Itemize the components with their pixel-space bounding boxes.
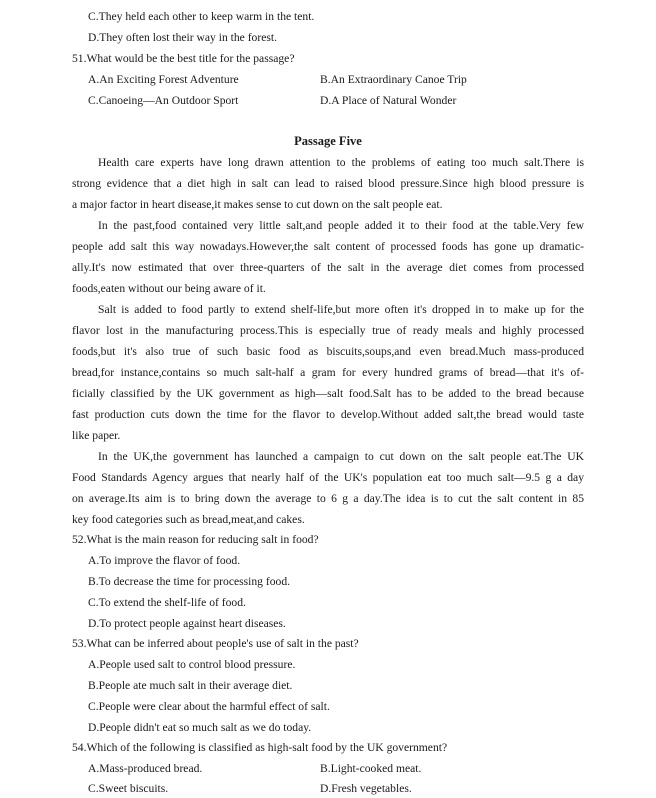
passage-line: ficially classified by the UK government as high—salt food.Salt has to be added to the bread because	[72, 387, 584, 400]
q52-option-d: D.To protect people against heart diseases.	[88, 617, 286, 630]
q54-option-c: C.Sweet biscuits.	[88, 782, 169, 795]
passage-line: people add salt this way nowadays.However,the salt content of processed foods has gone up dramatic-	[72, 240, 584, 253]
q50-option-c: C.They held each other to keep warm in the tent.	[88, 10, 315, 23]
passage-line: key food categories such as bread,meat,and cakes.	[72, 513, 305, 526]
q54-stem: 54.Which of the following is classified as high-salt food by the UK government?	[72, 741, 448, 754]
passage-line: foods,eaten without our being aware of it.	[72, 282, 266, 295]
q53-option-d: D.People didn't eat so much salt as we do today.	[88, 721, 312, 734]
q51-option-b: B.An Extraordinary Canoe Trip	[320, 73, 467, 86]
q53-option-b: B.People ate much salt in their average diet.	[88, 679, 293, 692]
passage-line: strong evidence that a diet high in salt can lead to raised blood pressure.Since high blood pressure is	[72, 177, 584, 190]
passage-line: In the UK,the government has launched a campaign to cut down on the salt people eat.The UK	[98, 450, 584, 463]
passage-line: like paper.	[72, 429, 121, 442]
q51-option-d: D.A Place of Natural Wonder	[320, 94, 457, 107]
passage-line: In the past,food contained very little salt,and people added it to their food at the table.Very few	[98, 219, 584, 232]
passage-line: ally.It's now estimated that over three-quarters of the salt in the average diet comes from processed	[72, 261, 584, 274]
passage-line: Health care experts have long drawn attention to the problems of eating too much salt.There is	[98, 156, 584, 169]
q53-stem: 53.What can be inferred about people's use of salt in the past?	[72, 637, 359, 650]
q52-option-c: C.To extend the shelf-life of food.	[88, 596, 246, 609]
passage-line: flavor lost in the manufacturing process.This is especially true of ready meals and highly processed	[72, 324, 584, 337]
q52-stem: 52.What is the main reason for reducing salt in food?	[72, 533, 319, 546]
passage-line: Food Standards Agency argues that nearly half of the UK's population eat too much salt—9.5 g a day	[72, 471, 584, 484]
q51-stem: 51.What would be the best title for the passage?	[72, 52, 295, 65]
q52-option-a: A.To improve the flavor of food.	[88, 554, 241, 567]
q52-option-b: B.To decrease the time for processing food.	[88, 575, 291, 588]
q53-option-c: C.People were clear about the harmful effect of salt.	[88, 700, 330, 713]
passage-line: foods,but it's also true of such basic food as biscuits,soups,and even bread.Much mass-produced	[72, 345, 584, 358]
q54-option-d: D.Fresh vegetables.	[320, 782, 412, 795]
q54-option-b: B.Light-cooked meat.	[320, 762, 422, 775]
q53-option-a: A.People used salt to control blood pressure.	[88, 658, 296, 671]
q51-option-a: A.An Exciting Forest Adventure	[88, 73, 239, 86]
passage-title: Passage Five	[294, 134, 362, 148]
q50-option-d: D.They often lost their way in the forest.	[88, 31, 277, 44]
passage-line: a major factor in heart disease,it makes sense to cut down on the salt people eat.	[72, 198, 443, 211]
passage-line: bread,for instance,contains so much salt-half a gram for every hundred grams of bread—that it's of-	[72, 366, 584, 379]
passage-line: Salt is added to food partly to extend shelf-life,but more often it's dropped in to make up for the	[98, 303, 584, 316]
q51-option-c: C.Canoeing—An Outdoor Sport	[88, 94, 239, 107]
passage-line: fast production cuts down the time for the flavor to develop.Without added salt,the bread would taste	[72, 408, 584, 421]
passage-line: on average.Its aim is to bring down the average to 6 g a day.The idea is to cut the salt content in 85	[72, 492, 584, 505]
q54-option-a: A.Mass-produced bread.	[88, 762, 203, 775]
